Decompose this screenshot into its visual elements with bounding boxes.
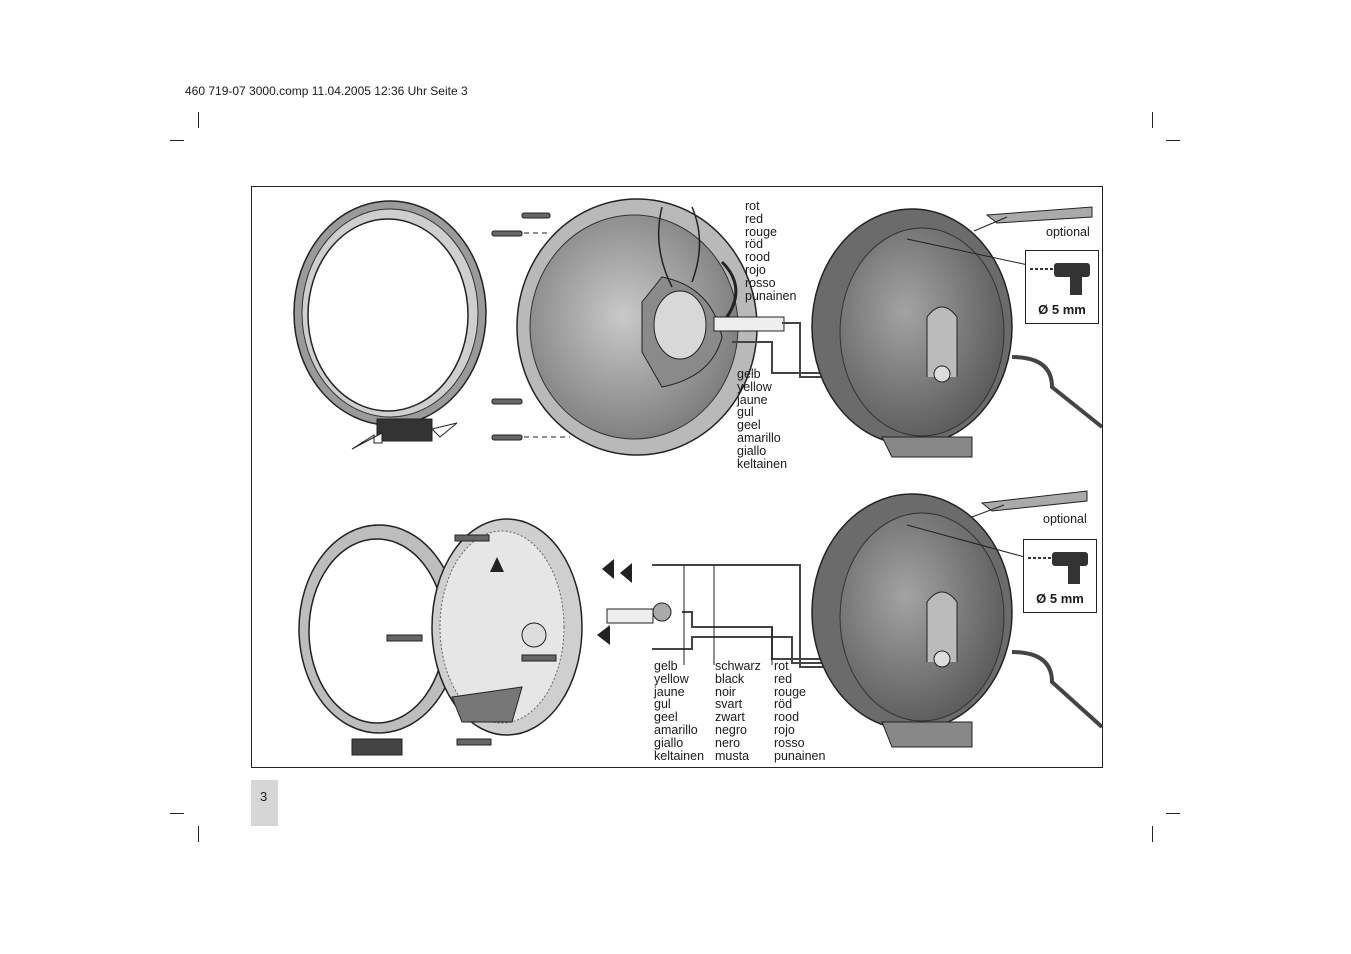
optional-bracket (982, 491, 1087, 511)
drill-size-box (1025, 250, 1099, 324)
arrow-left-icon (597, 625, 610, 645)
drill-icon (1026, 251, 1098, 301)
housing (812, 494, 1102, 747)
installation-panel-bottom (251, 477, 1103, 768)
page-number: 3 (260, 789, 268, 804)
bulb-connectors (597, 559, 671, 645)
front-ring (294, 201, 486, 449)
arrow-left-icon (602, 559, 614, 579)
optional-label: optional (1046, 225, 1090, 239)
crop-mark-bottom-right-v (1152, 826, 1153, 842)
print-header: 460 719-07 3000.comp 11.04.2005 12:36 Uhr Seite 3 (185, 84, 468, 98)
crop-mark-top-left-h (170, 140, 184, 141)
wire-label-yellow: gelb yellow jaune gul geel amarillo giallo keltainen (654, 659, 705, 763)
wire-label-black: schwarz black noir svart zwart negro nero musta (715, 659, 761, 763)
drill-size-box (1023, 539, 1097, 613)
wire-label-red: rot red rouge röd rood rojo rosso punainen (774, 659, 826, 763)
housing (812, 209, 1102, 457)
drill-size-text: Ø 5 mm (1036, 591, 1084, 606)
arrow-left-icon (620, 563, 632, 583)
wire-label-yellow: gelb yellow jaune gul geel amarillo giallo keltainen (737, 367, 788, 471)
installation-panel-top (251, 186, 1103, 478)
crop-mark-top-right-h (1166, 140, 1180, 141)
crop-mark-bottom-left-v (198, 826, 199, 842)
crop-mark-top-right-v (1152, 112, 1153, 128)
wire-label-red: rot red rouge röd rood rojo rosso punainen (745, 199, 797, 303)
page-number-tab (251, 780, 278, 826)
optional-bracket (987, 207, 1092, 223)
drill-size-text: Ø 5 mm (1038, 302, 1086, 317)
illustration-bulb-replacement (252, 187, 1102, 477)
reflector (432, 519, 582, 745)
crop-mark-top-left-v (198, 112, 199, 128)
crop-mark-bottom-left-h (170, 813, 184, 814)
drill-icon (1024, 540, 1096, 590)
crop-mark-bottom-right-h (1166, 813, 1180, 814)
optional-label: optional (1043, 512, 1087, 526)
